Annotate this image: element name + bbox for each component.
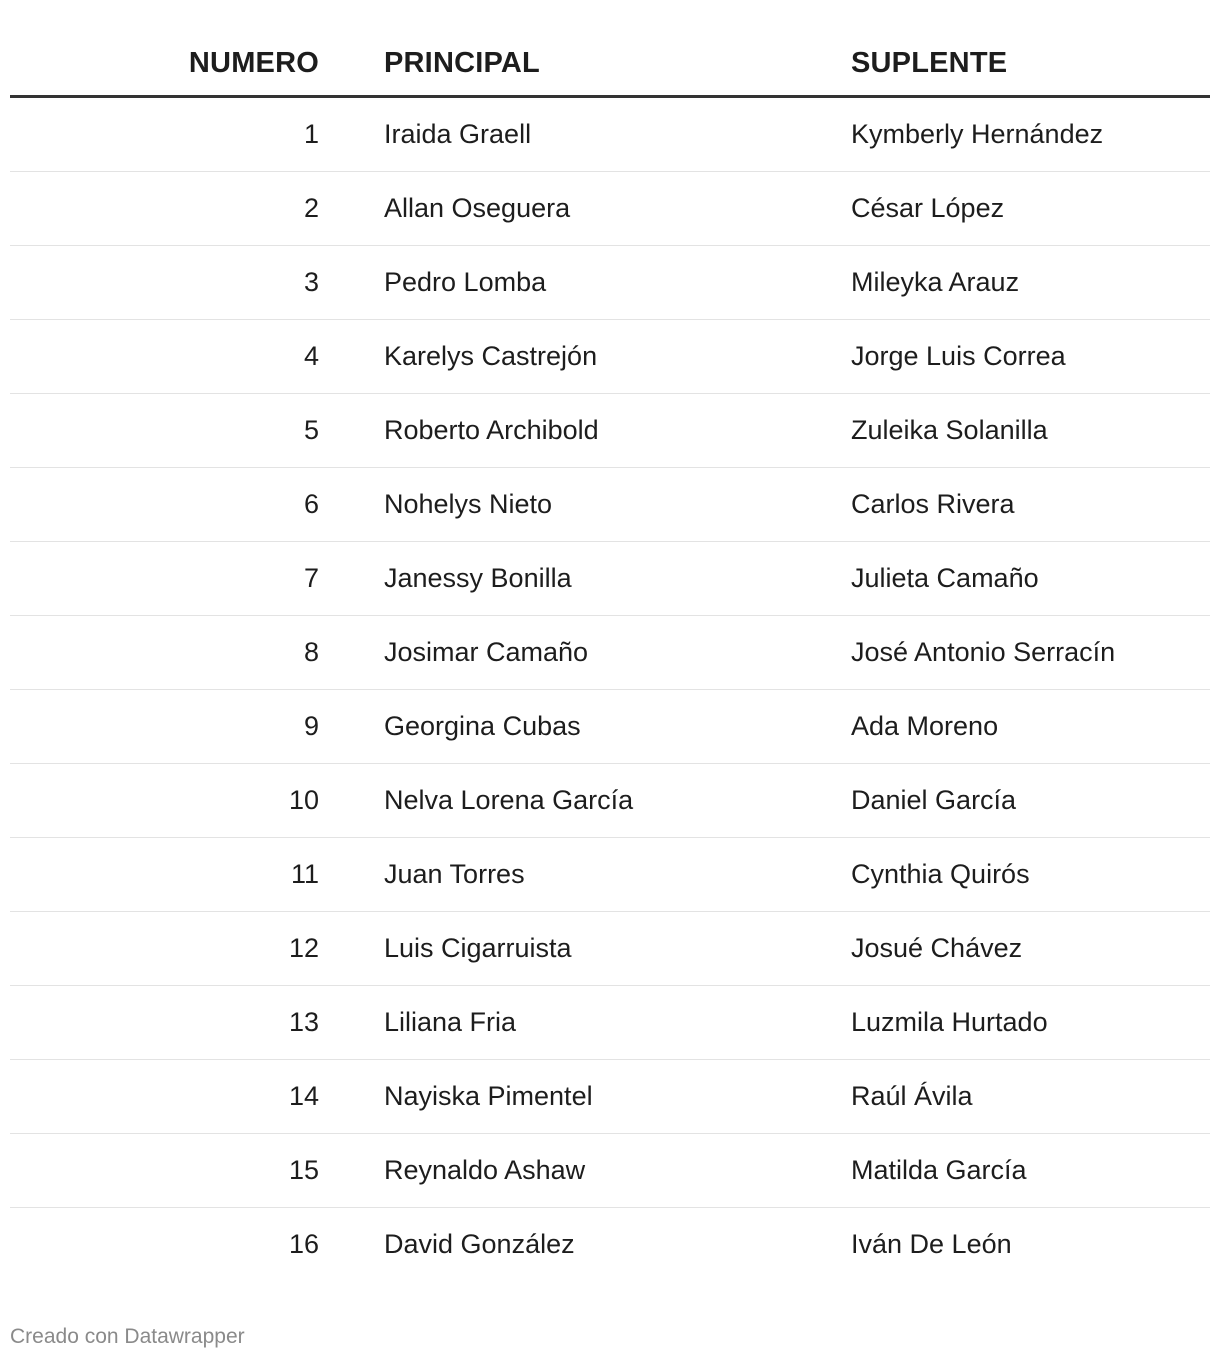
footer-credit: Creado con Datawrapper [10,1325,245,1348]
cell-numero: 6 [303,489,319,519]
table-row [10,1060,1210,1134]
cell-principal: Iraida Graell [384,119,532,149]
cell-suplente: Julieta Camaño [851,563,1039,593]
cell-principal: Nelva Lorena García [384,785,634,815]
header-suplente[interactable]: SUPLENTE [851,47,1008,79]
cell-numero: 4 [303,341,319,371]
cell-suplente: Mileyka Arauz [851,267,1020,297]
table-row [10,838,1210,912]
header-numero[interactable]: NUMERO [188,47,319,79]
cell-numero: 2 [303,193,319,223]
cell-suplente: Luzmila Hurtado [851,1007,1048,1037]
cell-numero: 16 [288,1229,319,1259]
header-principal[interactable]: PRINCIPAL [384,47,540,79]
table-row [10,1208,1210,1282]
cell-principal: Karelys Castrejón [384,341,598,371]
cell-suplente: Zuleika Solanilla [851,415,1048,445]
table-header [10,26,1210,98]
cell-principal: Reynaldo Ashaw [384,1155,586,1185]
cell-principal: Nohelys Nieto [384,489,553,519]
cell-numero: 1 [303,119,319,149]
cell-numero: 13 [288,1007,319,1037]
cell-principal: Nayiska Pimentel [384,1081,593,1111]
table-row [10,986,1210,1060]
cell-numero: 10 [288,785,319,815]
cell-principal: David González [384,1229,575,1259]
cell-suplente: José Antonio Serracín [851,637,1116,667]
cell-suplente: César López [851,193,1005,223]
table-row [10,690,1210,764]
cell-suplente: Jorge Luis Correa [851,341,1066,371]
table-row [10,616,1210,690]
cell-suplente: Cynthia Quirós [851,859,1030,889]
cell-numero: 5 [303,415,319,445]
table-row [10,912,1210,986]
cell-numero: 7 [303,563,319,593]
table-row [10,320,1210,394]
cell-suplente: Iván De León [851,1229,1012,1259]
table-row [10,394,1210,468]
cell-principal: Janessy Bonilla [384,563,572,593]
table-row [10,98,1210,172]
cell-principal: Josimar Camaño [384,637,589,667]
cell-suplente: Kymberly Hernández [851,119,1104,149]
cell-numero: 15 [288,1155,319,1185]
cell-suplente: Josué Chávez [851,933,1023,963]
cell-principal: Allan Oseguera [384,193,571,223]
cell-suplente: Ada Moreno [851,711,999,741]
cell-suplente: Raúl Ávila [851,1081,973,1111]
cell-numero: 9 [303,711,319,741]
table-row [10,246,1210,320]
cell-principal: Georgina Cubas [384,711,581,741]
cell-principal: Luis Cigarruista [384,933,572,963]
table-body [10,98,1210,1282]
cell-numero: 11 [290,859,319,889]
cell-principal: Juan Torres [384,859,525,889]
cell-suplente: Daniel García [851,785,1017,815]
cell-numero: 8 [303,637,319,667]
table-row [10,542,1210,616]
cell-suplente: Carlos Rivera [851,489,1015,519]
cell-principal: Liliana Fria [384,1007,517,1037]
cell-numero: 12 [288,933,319,963]
cell-numero: 14 [288,1081,319,1111]
table-row [10,1134,1210,1208]
table-row [10,172,1210,246]
cell-numero: 3 [303,267,319,297]
cell-principal: Pedro Lomba [384,267,547,297]
table-row [10,764,1210,838]
cell-suplente: Matilda García [851,1155,1027,1185]
table-row [10,468,1210,542]
cell-principal: Roberto Archibold [384,415,599,445]
data-table [10,26,1210,1282]
